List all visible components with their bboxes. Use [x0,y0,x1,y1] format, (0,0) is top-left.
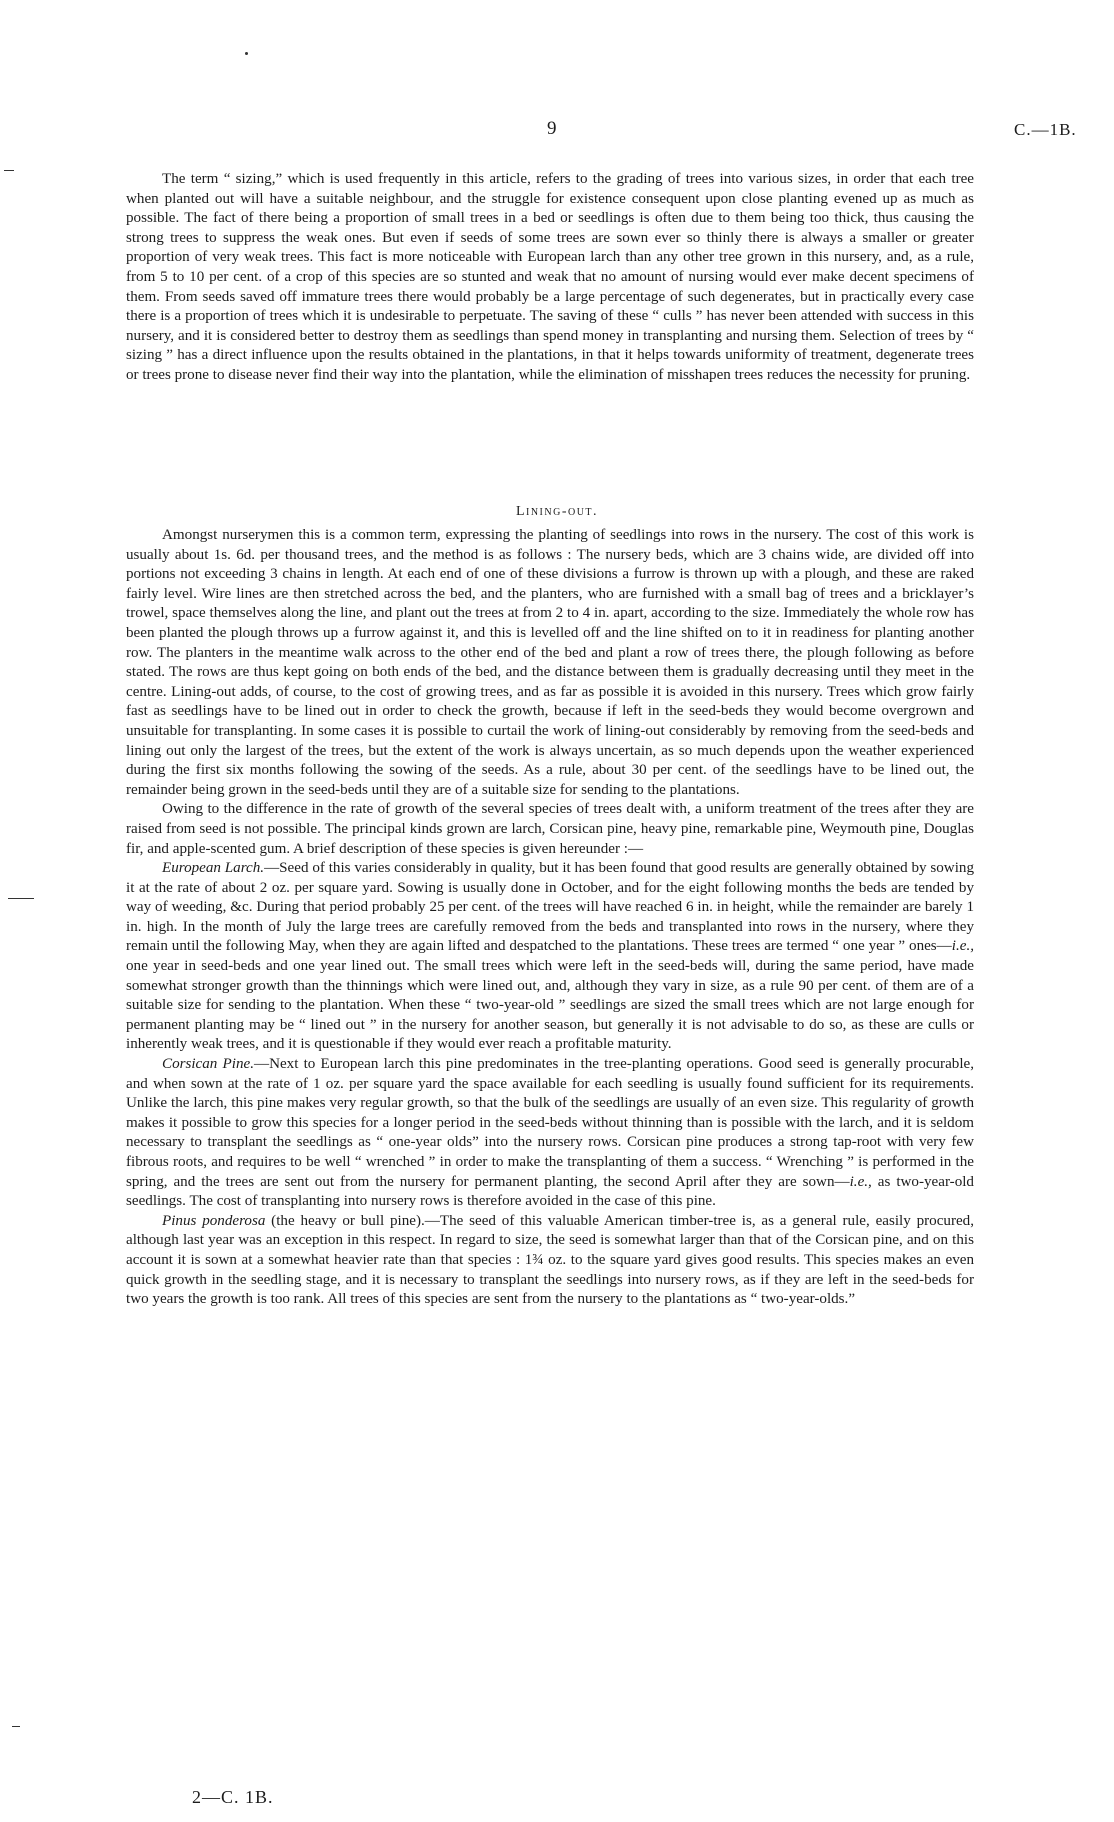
species-name-ponderosa: Pinus ponderosa [162,1212,266,1229]
corsican-ie: i.e., [849,1173,872,1190]
paragraph-lining-out-method: Amongst nurserymen this is a common term, expressing the planting of seedlings into rows in the nursery. The cost of this work is usually about 1s. 6d. per thousand trees, and the method is as follows : The nursery beds, which are 3 chains wide, are divided off into portions not exceeding 3 chains in length. At each end of one of these divisions a furrow is thrown up with a plough, and these are raked fairly level. Wire lines are then stretched across the bed, and the planters, who are furnished with a small bag of trees and a bricklayer’s trowel, space themselves along the line, and plant out the trees at from 2 to 4 in. apart, according to the size. Immediately the whole row has been planted the plough throws up a furrow against it, and this is levelled off and the line shifted on to it in readiness for planting another row. The planters in the meantime walk across to the other end of the bed and plant a row of trees there, the plough following as before stated. The rows are thus kept going on both ends of the bed, and the distance between them is gradually decreasing until they meet in the centre. Lining-out adds, of course, to the cost of growing trees, and as far as possible it is avoided in this nursery. Trees which grow fairly fast as seedlings have to be lined out in order to check the growth, because if left in the seed-beds they would become overgrown and unsuitable for transplanting. In some cases it is possible to curtail the work of lining-out considerably by removing from the seed-beds and lining out only the largest of the trees, but the extent of the work is always uncertain, as so much depends upon the weather experienced during the first six months following the sowing of the seeds. As a rule, about 30 per cent. of the seedlings have to be lined out, the remainder being grown in the seed-beds until they are of a suitable size for sending to the plantations. [126,527,974,798]
corsican-text: —Next to European larch this pine predominates in the tree-planting operations. Good seed is generally procurable, and when sown at the rate of 1 oz. per square yard the space available for each seedling is usually found sufficient for its requirements. Unlike the larch, this pine makes very regular growth, so that the bulk of the seedlings are usually of an even size. This regularity of growth makes it possible to grow this species for a longer period in the seed-beds without thinning than is possible with the larch, and it is seldom necessary to transplant the seedlings as “ one-year olds” into the nursery rows. Corsican pine produces a strong tap-root with very few fibrous roots, and requires to be well “ wrenched ” in order to make the transplanting of them a success. “ Wrenching ” is performed in the spring, and the trees are sent out from the nursery for permanent planting, the second April after they are sown— [126,1056,974,1190]
section-heading-lining-out: Lining-out. [515,504,599,519]
margin-mark-left-3 [12,1726,20,1727]
larch-text: —Seed of this varies considerably in quality, but it has been found that good results are generally obtained by sowing it at the rate of about 2 oz. per square yard. Sowing is usually done in October, and for the eight following months the beds are tended by way of weeding, &c. During that period probably 25 per cent. of the trees will have reached 6 in. in height, while the remainder are barely 1 in. high. In the month of July the large trees are carefully removed from the beds and transplanted into rows in the nursery, where they remain until the following May, when they are again lifted and despatched to the plantations. These trees are termed “ one year ” ones— [126,860,974,955]
scan-speck [245,52,248,55]
paragraph-european-larch [126,859,974,1055]
margin-mark-left-2 [8,898,34,899]
species-name-corsican: Corsican Pine. [162,1056,254,1073]
paragraph-corsican-pine [126,1055,974,1212]
paragraph-species-overview: Owing to the difference in the rate of growth of the several species of trees dealt with, a uniform treatment of the trees after they are raised from seed is not possible. The principal kinds grown are larch, Corsican pine, heavy pine, remarkable pine, Weymouth pine, Douglas fir, and apple-scented gum. A brief description of these species is given hereunder :— [126,801,974,857]
corsican-text-after: as two-year-old seedlings. The cost of transplanting into nursery rows is therefore avoided in the case of this pine. [126,1173,974,1210]
paragraph-sizing: The term “ sizing,” which is used frequently in this article, refers to the grading of trees into various sizes, in order that each tree when planted out will have a suitable neighbour, and the struggle for existence consequent upon close planting evened up as much as possible. The fact of there being a proportion of small trees in a bed or seedlings is often due to them being too thick, thus causing the strong trees to suppress the weak ones. But even if seeds of some trees are sown ever so thinly there is always a smaller or greater proportion of very weak trees. This fact is more noticeable with European larch than any other tree grown in this nursery, and, as a rule, from 5 to 10 per cent. of a crop of this species are so stunted and weak that no amount of nursing would ever make decent specimens of them. From seeds saved off immature trees there would probably be a large percentage of such degenerates, but in practically every case there is a proportion of trees which it is undesirable to perpetuate. The saving of these “ culls ” has never been attended with success in this nursery, and it is considered better to destroy them as seedlings than spend money in transplanting and nursing them. Selection of trees by “ sizing ” has a direct influence upon the results obtained in the plantations, in that it helps towards uniformity of treatment, degenerate trees or trees prone to disease never find their way into the plantation, while the elimination of misshapen trees reduces the necessity for pruning. [126,171,974,383]
document-reference: C.—1B. [1014,120,1077,139]
sizing-section [126,170,974,386]
lining-out-section [126,526,974,1310]
signature-reference: 2—C. 1B. [192,1787,274,1807]
species-name-larch: European Larch. [162,860,265,877]
larch-text-after: one year in seed-beds and one year lined out. The small trees which were left in the seed-beds will, during the same period, have made somewhat stronger growth than the thinnings which were lined out, and, although they vary in size, as a rule 90 per cent. of them are of a suitable size for sending to the plantation. When these “ two-year-old ” seedlings are sized the small trees which are not large enough for permanent planting may be “ lined out ” in the nursery for another season, but generally it is not advisable to do so, as these are culls or inherently weak trees, and it is questionable if they would ever reach a profitable maturity. [126,958,974,1053]
larch-ie: i.e., [951,938,974,955]
page-number: 9 [547,118,557,139]
margin-mark-left-1 [4,170,14,171]
ponderosa-text: (the heavy or bull pine).—The seed of this valuable American timber-tree is, as a general rule, easily procured, although last year was an exception in this respect. In regard to size, the seed is somewhat larger than that of the Corsican pine, and on this account it is sown at a somewhat heavier rate than that species : 1¾ oz. to the square yard gives good results. This species makes an even quick growth in the seedling stage, and it is necessary to transplant the seedlings into nursery rows, as if they are left in the seed-beds for two years the growth is too rank. All trees of this species are sent from the nursery to the plantations as “ two-year-olds.” [126,1212,975,1308]
paragraph-pinus-ponderosa [126,1212,974,1310]
